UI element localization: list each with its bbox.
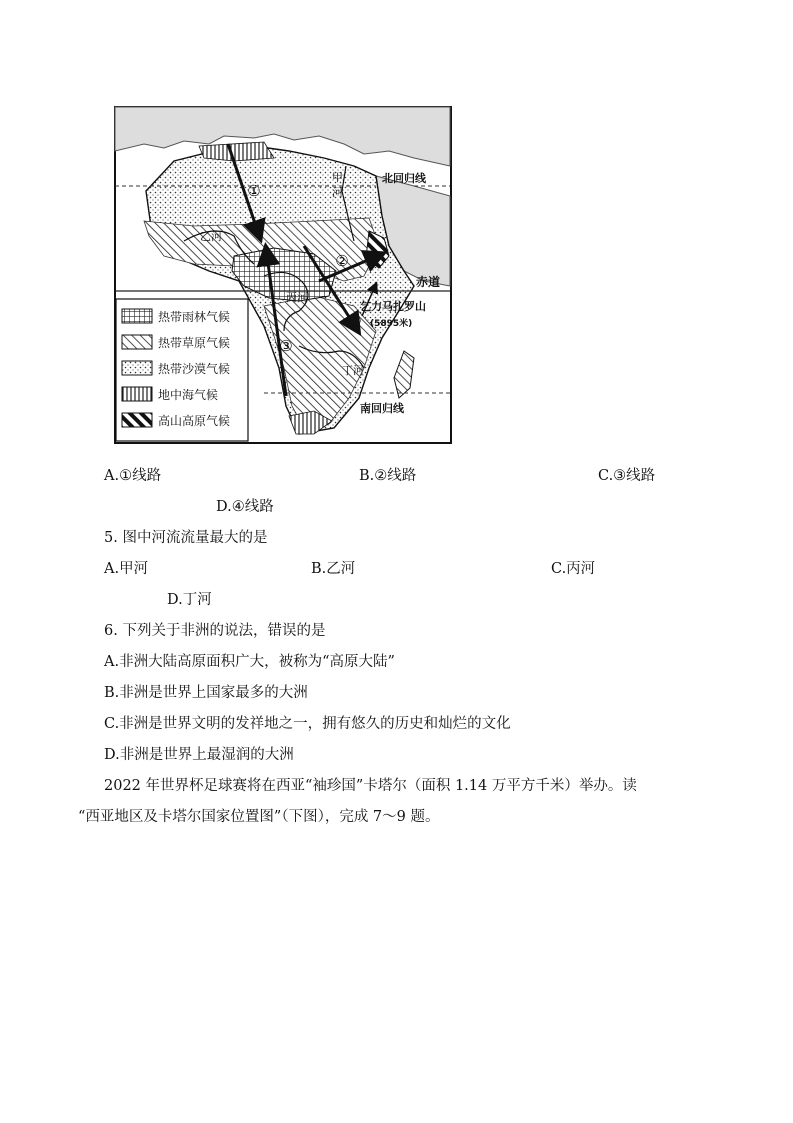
q5-option-b[interactable]: B.乙河 (311, 561, 356, 577)
route-3-label: ③ (279, 337, 293, 355)
legend-label-rainforest: 热带雨林气候 (158, 310, 231, 324)
kilimanjaro-height-label: (5895米) (370, 319, 413, 329)
q4-option-b[interactable]: B.②线路 (359, 468, 417, 484)
legend-label-savanna: 热带草原气候 (158, 336, 231, 350)
legend-label-mediterranean: 地中海气候 (158, 388, 219, 402)
kilimanjaro-label: 乞力马扎罗山 (360, 300, 426, 313)
north-tropic-label: 北回归线 (382, 172, 426, 185)
q4-option-d[interactable]: D.④线路 (216, 499, 274, 515)
q4-option-a[interactable]: A.①线路 (104, 468, 162, 484)
route-1-label: ① (247, 182, 261, 200)
intro-line-2: “西亚地区及卡塔尔国家位置图”（下图），完成 7～9 题。 (78, 809, 440, 825)
intro-line-1: 2022 年世界杯足球赛将在西亚“袖珍国”卡塔尔（面积 1.14 万平方千米）举办。读 (104, 778, 637, 794)
river-jia-label-1: 甲 (332, 171, 343, 184)
q5-option-d[interactable]: D.丁河 (167, 592, 212, 608)
q5-stem: 5. 图中河流流量最大的是 (104, 530, 268, 546)
equator-label: 赤道 (416, 275, 441, 289)
q6-stem: 6. 下列关于非洲的说法，错误的是 (104, 623, 326, 639)
q5-option-a[interactable]: A.甲河 (104, 561, 149, 577)
route-4-label: ④ (348, 312, 362, 330)
river-ding-label: 丁河 (342, 364, 364, 377)
legend-swatch-savanna (122, 335, 152, 349)
river-yi-label: 乙河 (200, 230, 222, 243)
q6-option-d[interactable]: D.非洲是世界上最湿润的大洲 (104, 747, 294, 763)
legend-label-highland: 高山高原气候 (158, 414, 231, 428)
legend (116, 299, 248, 441)
q4-option-c[interactable]: C.③线路 (598, 468, 656, 484)
legend-swatch-rainforest (122, 309, 152, 323)
q6-option-b[interactable]: B.非洲是世界上国家最多的大洲 (104, 685, 308, 701)
route-2-label: ② (335, 252, 349, 270)
legend-swatch-highland (122, 413, 152, 427)
river-bing-label: 丙河 (286, 291, 308, 304)
river-jia-label-2: 河 (332, 186, 343, 199)
legend-label-desert: 热带沙漠气候 (158, 362, 231, 376)
africa-climate-map (114, 106, 452, 444)
legend-swatch-desert (122, 361, 152, 375)
south-tropic-label: 南回归线 (360, 402, 404, 415)
q5-option-c[interactable]: C.丙河 (551, 561, 596, 577)
legend-swatch-mediterranean (122, 387, 152, 401)
q6-option-c[interactable]: C.非洲是世界文明的发祥地之一，拥有悠久的历史和灿烂的文化 (104, 716, 511, 732)
q6-option-a[interactable]: A.非洲大陆高原面积广大，被称为“高原大陆” (104, 654, 395, 670)
